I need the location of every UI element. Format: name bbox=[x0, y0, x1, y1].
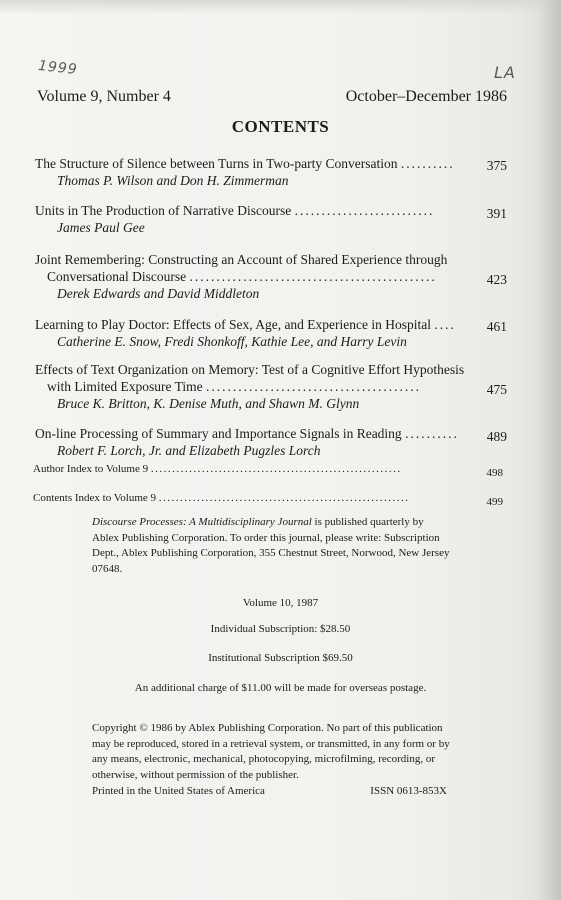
article-authors: Derek Edwards and David Middleton bbox=[57, 286, 260, 301]
article-title-continued bbox=[35, 268, 507, 285]
toc-entry bbox=[35, 155, 507, 189]
copyright-notice: Copyright © 1986 by Ablex Publishing Corporation. No part of this publication may be reproduced, stored in a retrieval system, or transmitted, in any form or by any means, electronic, mechanical, photocopying, microfilming, recording, or otherwise, without permission of the publisher. bbox=[92, 722, 450, 781]
individual-subscription: Individual Subscription: $28.50 bbox=[210, 623, 351, 635]
page-top-shadow bbox=[0, 0, 561, 14]
article-title bbox=[35, 425, 507, 442]
page-number: 499 bbox=[486, 496, 503, 508]
article-authors: Robert F. Lorch, Jr. and Elizabeth Pugzles Lorch bbox=[57, 443, 321, 458]
page-number: 498 bbox=[486, 467, 503, 479]
toc-entry bbox=[35, 425, 507, 459]
article-title-text: Units in The Production of Narrative Discourse bbox=[35, 203, 292, 218]
issn: ISSN 0613-853X bbox=[370, 785, 447, 797]
contents-heading: CONTENTS bbox=[231, 117, 330, 136]
issue-date: October–December 1986 bbox=[345, 88, 507, 105]
index-label: Contents Index to Volume 9 bbox=[33, 492, 157, 504]
page-number: 489 bbox=[486, 429, 507, 444]
index-entry bbox=[33, 463, 503, 479]
article-authors: Bruce K. Britton, K. Denise Muth, and Shawn M. Glynn bbox=[57, 396, 360, 411]
article-authors: Catherine E. Snow, Fredi Shonkoff, Kathie Lee, and Harry Levin bbox=[57, 334, 407, 349]
printed-in: Printed in the United States of America bbox=[92, 785, 265, 797]
article-title-text: Conversational Discourse bbox=[47, 269, 187, 284]
leader-dots: ........................................................... bbox=[150, 463, 402, 475]
publication-text: is published quarterly by Ablex Publishing Corporation. To order this journal, please write: Subscription Dept., Ablex Publishing Corporation, 355 Chestnut Street, Norwood, New Jersey 07648. bbox=[92, 516, 450, 575]
page-number: 375 bbox=[486, 158, 507, 173]
leader-dots: .............................................. bbox=[189, 269, 437, 284]
article-title-text: On-line Processing of Summary and Importance Signals in Reading bbox=[35, 426, 402, 441]
article-title-text: with Limited Exposure Time bbox=[47, 379, 203, 394]
leader-dots: .... bbox=[434, 317, 456, 332]
article-title-text: Joint Remembering: Constructing an Account of Shared Experience through bbox=[35, 252, 448, 267]
article-title bbox=[35, 316, 507, 333]
toc-entry bbox=[35, 316, 507, 350]
page-number: 423 bbox=[486, 272, 507, 287]
index-label: Author Index to Volume 9 bbox=[33, 463, 149, 475]
leader-dots: .......... bbox=[405, 426, 459, 441]
article-title-continued bbox=[35, 378, 507, 395]
issue-header bbox=[37, 88, 507, 112]
journal-name: Discourse Processes: A Multidisciplinary Journal bbox=[92, 516, 312, 528]
publication-info bbox=[92, 515, 452, 577]
institutional-subscription: Institutional Subscription $69.50 bbox=[208, 652, 353, 664]
page-number: 461 bbox=[486, 319, 507, 334]
handwritten-note-right: LA bbox=[494, 63, 516, 82]
toc-entry bbox=[35, 361, 507, 412]
handwritten-note-left: 1999 bbox=[37, 57, 79, 79]
article-title-text: Learning to Play Doctor: Effects of Sex, Age, and Experience in Hospital bbox=[35, 317, 432, 332]
article-title-text: The Structure of Silence between Turns in Two-party Conversation bbox=[35, 156, 398, 171]
article-title bbox=[35, 251, 507, 268]
article-title bbox=[35, 361, 507, 378]
leader-dots: ........................................ bbox=[206, 379, 422, 394]
article-authors: Thomas P. Wilson and Don H. Zimmerman bbox=[57, 173, 289, 188]
article-authors: James Paul Gee bbox=[57, 220, 145, 235]
page-number: 391 bbox=[486, 206, 507, 221]
article-title-text: Effects of Text Organization on Memory: Test of a Cognitive Effort Hypothesis bbox=[35, 362, 465, 377]
toc-entry bbox=[35, 251, 507, 302]
leader-dots: .......... bbox=[400, 156, 455, 171]
index-entry bbox=[33, 492, 503, 508]
article-title bbox=[35, 155, 507, 172]
leader-dots: .......................... bbox=[294, 203, 435, 218]
leader-dots: ........................................................... bbox=[158, 492, 410, 504]
subscription-volume: Volume 10, 1987 bbox=[242, 597, 319, 609]
printing-line bbox=[92, 785, 447, 797]
overseas-postage-note: An additional charge of $11.00 will be made for overseas postage. bbox=[134, 682, 427, 694]
volume-number: Volume 9, Number 4 bbox=[37, 88, 171, 105]
toc-entry bbox=[35, 202, 507, 236]
article-title bbox=[35, 202, 507, 219]
page-number: 475 bbox=[486, 382, 507, 397]
